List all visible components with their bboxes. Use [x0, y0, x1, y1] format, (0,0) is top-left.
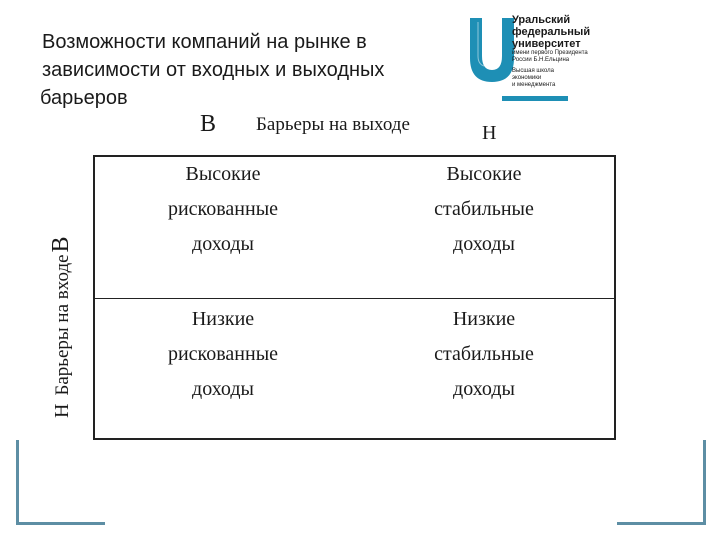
logo-subtitle: России Б.Н.Ельцина	[512, 57, 570, 63]
entry-axis-label: Барьеры на входе	[52, 254, 73, 396]
logo-subtitle: имени первого Президента	[512, 50, 588, 56]
title-line: Возможности компаний на рынке в	[42, 31, 367, 53]
logo-school: и менеджмента	[512, 82, 556, 88]
slide-title	[42, 28, 462, 112]
corner-bracket-right	[617, 440, 706, 525]
title-line: зависимости от входных и выходных	[42, 59, 385, 81]
matrix-cell-low-low: Низкие стабильные доходы	[434, 308, 534, 400]
entry-axis	[48, 236, 75, 418]
logo-school: Высшая школа	[512, 68, 554, 74]
entry-high-label: В	[48, 236, 74, 253]
exit-high-label: В	[200, 111, 217, 137]
matrix-cell-high-low: Высокие стабильные доходы	[434, 163, 534, 255]
matrix-cell-low-high: Низкие рискованные доходы	[167, 308, 279, 400]
logo-line: университет	[512, 38, 581, 50]
matrix-cell-high-high: Высокие рискованные доходы	[167, 163, 279, 255]
logo-text	[512, 14, 590, 89]
logo-line: Уральский	[512, 14, 571, 26]
exit-low-label: Н	[482, 122, 497, 144]
corner-bracket-left	[16, 440, 105, 525]
logo-line: федеральный	[512, 26, 591, 38]
title-line: барьеров	[40, 87, 128, 109]
exit-axis-label: Барьеры на выходе	[256, 114, 410, 135]
logo-school: экономики	[512, 75, 542, 81]
entry-low-label: Н	[51, 403, 73, 418]
matrix-divider	[93, 298, 616, 299]
